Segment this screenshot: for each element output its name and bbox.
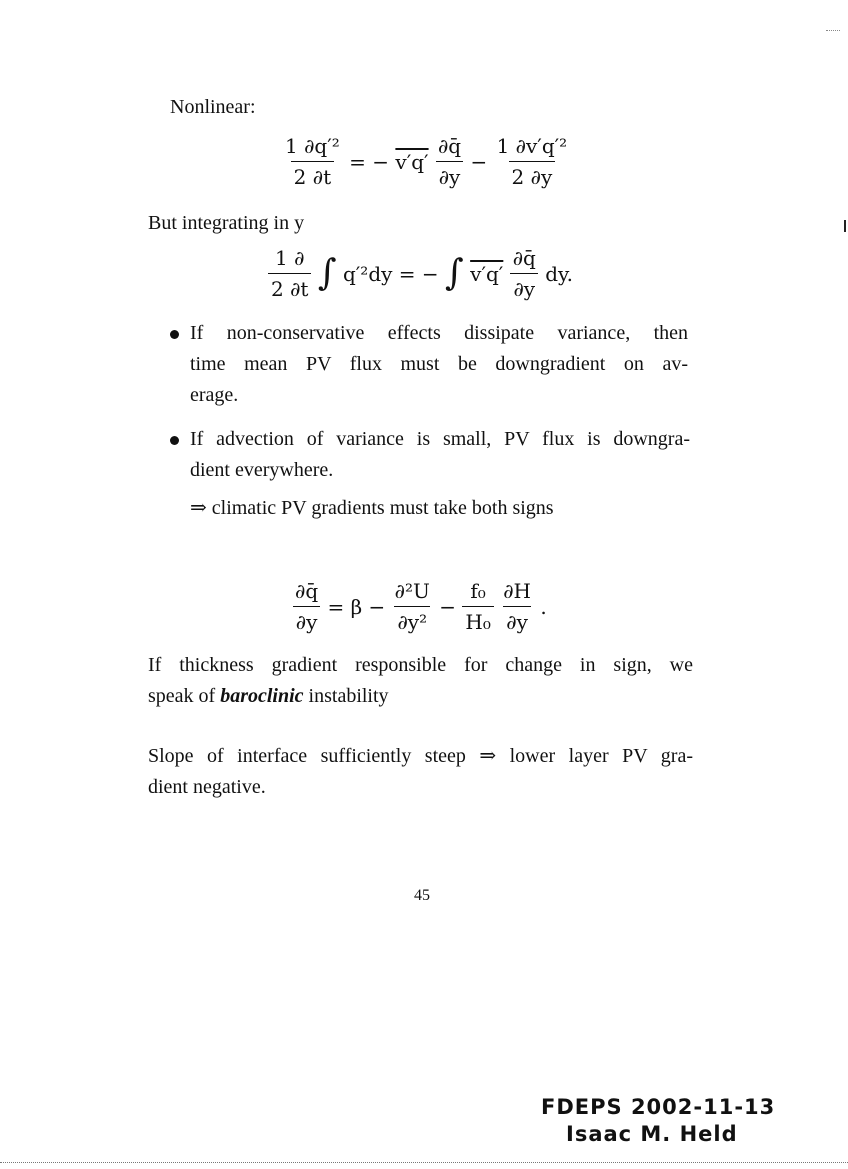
eq1-minus: − xyxy=(470,149,488,174)
eq1-eddy-flux: v′q′ xyxy=(395,149,429,174)
eq3-shear-numerator: ∂²U xyxy=(394,579,430,603)
eq3-shear-denominator: ∂y² xyxy=(394,606,430,635)
slope-paragraph xyxy=(148,741,693,803)
page-number: 45 xyxy=(414,887,430,904)
eq1-gradient-fraction xyxy=(435,133,464,190)
eq3-minus: − xyxy=(439,594,457,619)
eq1-equals-minus: = − xyxy=(349,149,390,174)
eq2-gradient-fraction xyxy=(510,245,539,302)
bullet-line: erage. xyxy=(190,384,239,406)
handwritten-author-note: Isaac M. Held xyxy=(566,1122,738,1146)
eq3-thickness-fraction xyxy=(500,578,534,635)
scan-bottom-edge xyxy=(0,1162,848,1163)
eq1-lhs-denominator: 2 ∂t xyxy=(291,161,334,190)
eq1-lhs-numerator: 1 ∂q′² xyxy=(285,134,340,158)
bullet-item-advection xyxy=(190,424,690,486)
eq3-coriolis-numerator: f₀ xyxy=(470,579,486,603)
eq3-coriolis-denominator: H₀ xyxy=(462,606,493,635)
bullet-line: dient everywhere. xyxy=(190,459,334,481)
eq2-gradient-denominator: ∂y xyxy=(510,273,538,302)
scan-artifact-edge xyxy=(844,220,846,232)
eq2-eddy-flux: v′q′ xyxy=(470,261,504,286)
eq1-rhs-numerator: 1 ∂v′q′² xyxy=(496,134,568,158)
eq3-beta: = β − xyxy=(327,594,386,619)
equation-variance-budget xyxy=(282,133,570,190)
integral-sign-icon: ∫ xyxy=(317,252,337,294)
eq3-lhs-denominator: ∂y xyxy=(293,606,321,635)
eq1-rhs-fraction xyxy=(494,133,571,190)
paragraph-line: If thickness gradient responsible for change in sign, we xyxy=(148,654,693,676)
paragraph-line: Slope of interface sufficiently steep ⇒ lower layer PV gra- xyxy=(148,745,693,767)
eq2-integrand: q′²dy = − xyxy=(342,261,439,286)
equation-pv-gradient xyxy=(292,578,547,635)
eq1-lhs-fraction xyxy=(282,133,343,190)
eq1-gradient-numerator: ∂q̄ xyxy=(437,134,462,158)
baroclinic-emphasis: baroclinic xyxy=(220,685,304,707)
eq3-thickness-numerator: ∂H xyxy=(503,579,531,603)
eq3-lhs-fraction xyxy=(292,578,321,635)
bullet-line: time mean PV flux must be downgradient on av- xyxy=(190,353,688,375)
eq3-period: . xyxy=(540,594,547,619)
handwritten-date-note: FDEPS 2002-11-13 xyxy=(541,1095,776,1119)
eq3-lhs-numerator: ∂q̄ xyxy=(295,579,319,603)
eq3-thickness-denominator: ∂y xyxy=(503,606,531,635)
eq2-coef-numerator: 1 ∂ xyxy=(275,246,305,270)
eq3-coriolis-fraction xyxy=(462,578,493,635)
bullet-icon xyxy=(170,330,179,339)
integral-sign-icon: ∫ xyxy=(445,252,464,294)
eq2-coef-denominator: 2 ∂t xyxy=(268,273,311,302)
scan-artifact-corner xyxy=(826,30,840,31)
paragraph-fragment: instability xyxy=(308,685,389,707)
section-heading: Nonlinear: xyxy=(170,96,256,118)
bullet-line: If non-conservative effects dissipate variance, then xyxy=(190,322,688,344)
integrating-text: But integrating in y xyxy=(148,212,305,234)
implication-text: ⇒ climatic PV gradients must take both signs xyxy=(190,497,554,519)
paragraph-line xyxy=(148,681,693,712)
eq1-gradient-denominator: ∂y xyxy=(436,161,464,190)
paragraph-fragment: speak of xyxy=(148,685,216,707)
bullet-item-dissipation xyxy=(190,318,688,411)
eq2-coef-fraction xyxy=(268,245,311,302)
thickness-paragraph xyxy=(148,650,693,712)
paragraph-line: dient negative. xyxy=(148,776,266,798)
bullet-icon xyxy=(170,436,179,445)
equation-integrated xyxy=(268,245,573,302)
eq2-gradient-numerator: ∂q̄ xyxy=(512,246,536,270)
eq2-tail: dy. xyxy=(545,261,574,286)
eq1-rhs-denominator: 2 ∂y xyxy=(509,161,556,190)
eq3-shear-fraction xyxy=(392,578,433,635)
bullet-line: If advection of variance is small, PV flux is downgra- xyxy=(190,428,690,450)
